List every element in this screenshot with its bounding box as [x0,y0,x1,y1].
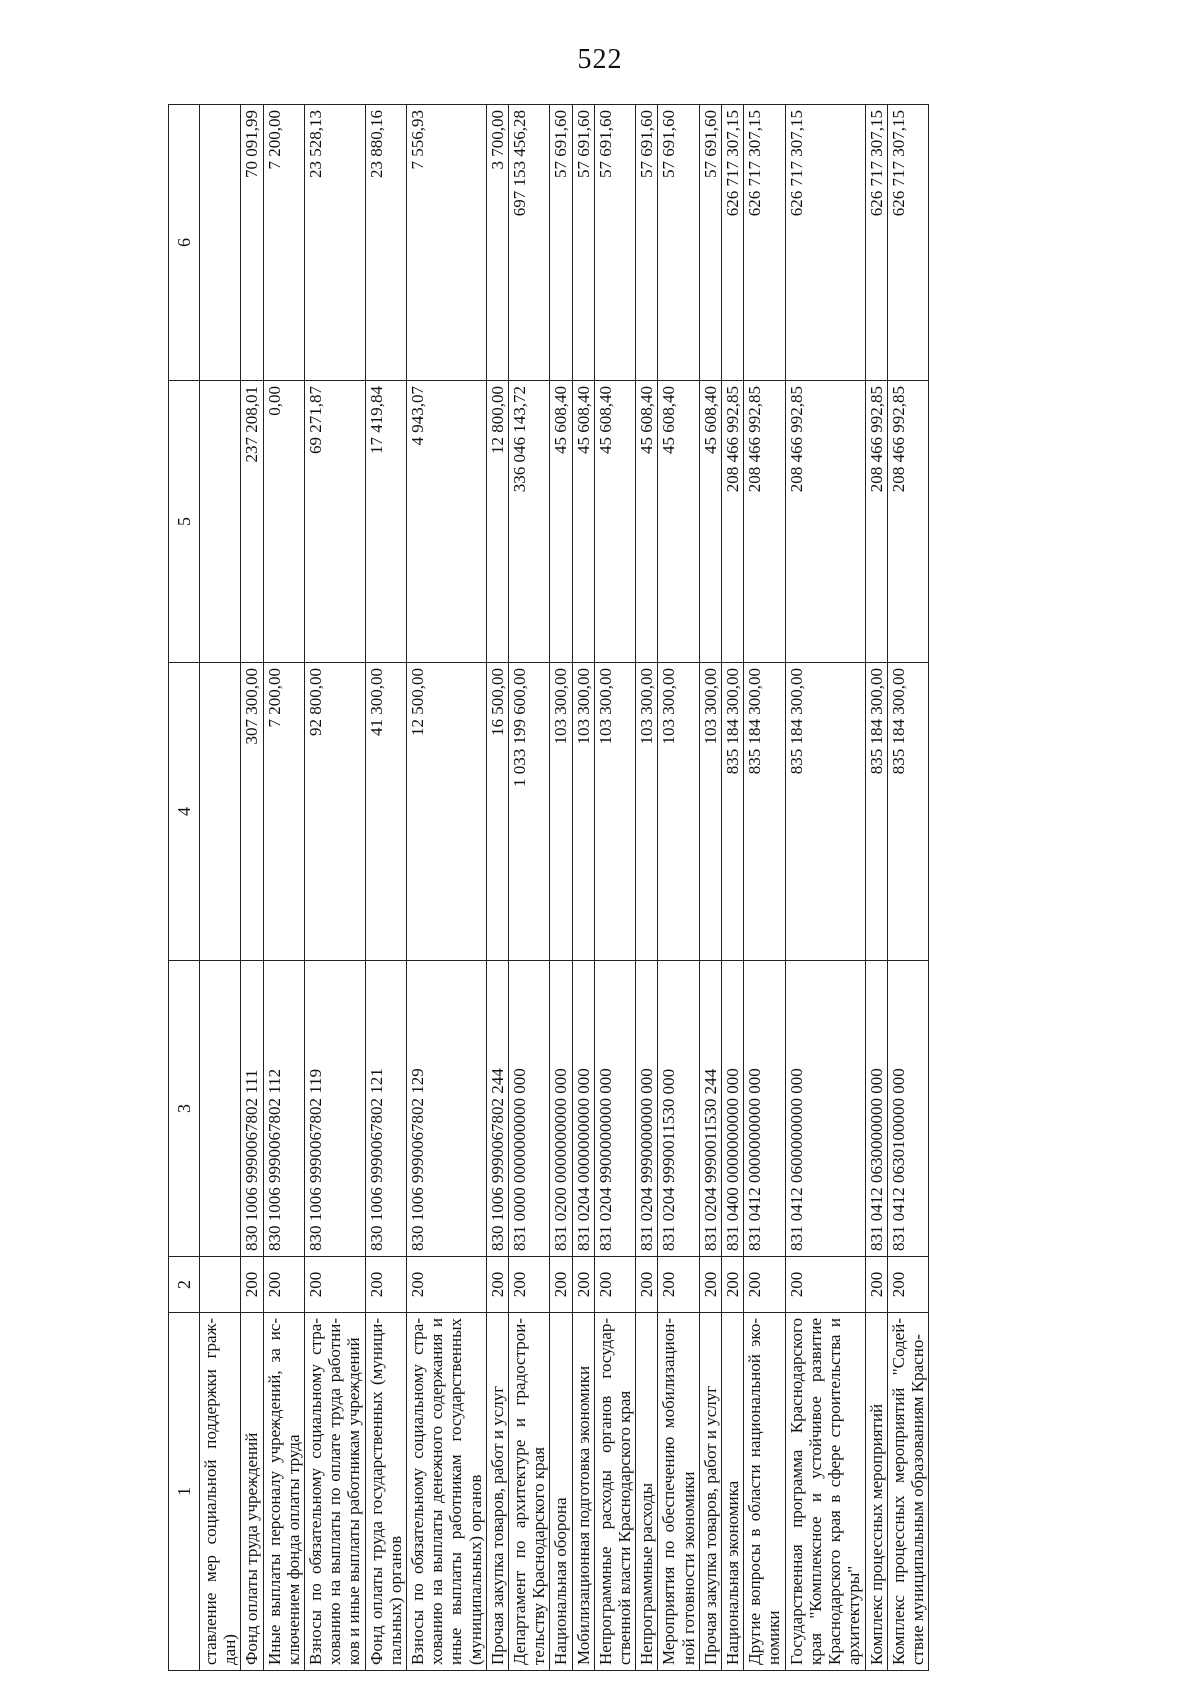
line-code-cell: 200 [572,1257,594,1313]
line-code-cell: 200 [407,1257,487,1313]
column-header: 5 [169,381,200,663]
executed-amount-cell: 0,00 [263,381,304,663]
remaining-amount-cell: 23 880,16 [365,105,406,381]
column-header: 1 [169,1313,200,1671]
table-row [658,105,699,1671]
table-row [263,105,304,1671]
budget-code-cell: 831 0200 0000000000 000 [550,961,572,1257]
budget-code-cell: 830 1006 9990067802 244 [486,961,508,1257]
budget-code-cell: 831 0412 0630100000 000 [887,961,928,1257]
remaining-amount-cell: 70 091,99 [241,105,263,381]
remaining-amount-cell: 626 717 307,15 [865,105,887,381]
approved-amount-cell: 835 184 300,00 [865,663,887,961]
budget-table [168,104,929,1671]
table-row [486,105,508,1671]
executed-amount-cell: 208 466 992,85 [785,381,865,663]
table-row [200,105,241,1671]
line-code-cell: 200 [887,1257,928,1313]
approved-amount-cell: 16 500,00 [486,663,508,961]
table-row [407,105,487,1671]
approved-amount-cell: 103 300,00 [572,663,594,961]
executed-amount-cell: 208 466 992,85 [722,381,744,663]
line-code-cell: 200 [722,1257,744,1313]
line-code-cell: 200 [785,1257,865,1313]
budget-code-cell: 830 1006 9990067802 129 [407,961,487,1257]
rotated-table-area [168,105,1073,1671]
approved-amount-cell [200,663,241,961]
executed-amount-cell: 45 608,40 [594,381,635,663]
row-name-cell: Фонд оплаты труда учреждений [241,1313,263,1671]
table-row [572,105,594,1671]
budget-code-cell: 831 0204 0000000000 000 [572,961,594,1257]
line-code-cell: 200 [486,1257,508,1313]
column-header: 3 [169,961,200,1257]
row-name-cell: Фонд оплаты труда государственных (муници-пальных) органов [365,1313,406,1671]
row-name-cell: Комплекс процессных мероприятий [865,1313,887,1671]
remaining-amount-cell: 626 717 307,15 [744,105,785,381]
page-number: 522 [577,44,623,75]
executed-amount-cell: 17 419,84 [365,381,406,663]
remaining-amount-cell: 7 556,93 [407,105,487,381]
line-code-cell: 200 [509,1257,550,1313]
remaining-amount-cell: 57 691,60 [699,105,721,381]
column-header: 6 [169,105,200,381]
line-code-cell: 200 [241,1257,263,1313]
row-name-cell: Национальная экономика [722,1313,744,1671]
row-name-cell: Взносы по обязательному социальному стра-хованию на выплаты денежного содержания и иные выплаты работникам государственных (муниципальных) органов [407,1313,487,1671]
budget-code-cell: 831 0412 0630000000 000 [865,961,887,1257]
row-name-cell: Национальная оборона [550,1313,572,1671]
approved-amount-cell: 103 300,00 [594,663,635,961]
approved-amount-cell: 103 300,00 [699,663,721,961]
remaining-amount-cell: 626 717 307,15 [722,105,744,381]
remaining-amount-cell: 57 691,60 [572,105,594,381]
row-name-cell: Департамент по архитектуре и градострои-тельству Краснодарского края [509,1313,550,1671]
approved-amount-cell: 7 200,00 [263,663,304,961]
line-code-cell: 200 [594,1257,635,1313]
table-row [509,105,550,1671]
approved-amount-cell: 12 500,00 [407,663,487,961]
remaining-amount-cell: 697 153 456,28 [509,105,550,381]
approved-amount-cell: 103 300,00 [658,663,699,961]
budget-code-cell: 830 1006 9990067802 119 [305,961,366,1257]
line-code-cell: 200 [365,1257,406,1313]
budget-code-cell: 830 1006 9990067802 112 [263,961,304,1257]
table-row [722,105,744,1671]
table-row [594,105,635,1671]
table-row [887,105,928,1671]
line-code-cell: 200 [263,1257,304,1313]
executed-amount-cell: 4 943,07 [407,381,487,663]
executed-amount-cell: 45 608,40 [658,381,699,663]
budget-code-cell: 830 1006 9990067802 121 [365,961,406,1257]
approved-amount-cell: 835 184 300,00 [887,663,928,961]
budget-code-cell: 831 0400 0000000000 000 [722,961,744,1257]
row-name-cell: Непрограммные расходы [636,1313,658,1671]
remaining-amount-cell: 626 717 307,15 [785,105,865,381]
line-code-cell: 200 [658,1257,699,1313]
table-row [865,105,887,1671]
table-row [636,105,658,1671]
line-code-cell: 200 [744,1257,785,1313]
approved-amount-cell: 307 300,00 [241,663,263,961]
executed-amount-cell: 12 800,00 [486,381,508,663]
table-row [744,105,785,1671]
approved-amount-cell: 835 184 300,00 [744,663,785,961]
executed-amount-cell: 45 608,40 [572,381,594,663]
remaining-amount-cell: 23 528,13 [305,105,366,381]
remaining-amount-cell: 626 717 307,15 [887,105,928,381]
row-name-cell: Непрограммные расходы органов государ-ственной власти Краснодарского края [594,1313,635,1671]
row-name-cell: Мобилизационная подготовка экономики [572,1313,594,1671]
approved-amount-cell: 835 184 300,00 [785,663,865,961]
approved-amount-cell: 41 300,00 [365,663,406,961]
budget-code-cell [200,961,241,1257]
row-name-cell: Другие вопросы в области национальной эко-номики [744,1313,785,1671]
executed-amount-cell: 69 271,87 [305,381,366,663]
executed-amount-cell: 45 608,40 [550,381,572,663]
executed-amount-cell: 208 466 992,85 [744,381,785,663]
table-row [785,105,865,1671]
line-code-cell [200,1257,241,1313]
executed-amount-cell: 45 608,40 [636,381,658,663]
budget-code-cell: 831 0204 9900000000 000 [594,961,635,1257]
table-row [305,105,366,1671]
executed-amount-cell: 208 466 992,85 [887,381,928,663]
row-name-cell: Государственная программа Краснодарского края "Комплексное и устойчивое развитие Краснодарского края в сфере строительства и архитектуры" [785,1313,865,1671]
executed-amount-cell: 208 466 992,85 [865,381,887,663]
budget-code-cell: 831 0204 9990011530 244 [699,961,721,1257]
row-name-cell: ставление мер социальной поддержки граж-дан) [200,1313,241,1671]
table-row [699,105,721,1671]
row-name-cell: Комплекс процессных мероприятий "Содей-ствие муниципальным образованиям Красно- [887,1313,928,1671]
budget-code-cell: 831 0204 9990000000 000 [636,961,658,1257]
column-header: 2 [169,1257,200,1313]
table-row [365,105,406,1671]
remaining-amount-cell: 57 691,60 [550,105,572,381]
remaining-amount-cell: 57 691,60 [594,105,635,381]
executed-amount-cell: 336 046 143,72 [509,381,550,663]
remaining-amount-cell: 3 700,00 [486,105,508,381]
row-name-cell: Иные выплаты персоналу учреждений, за ис-ключением фонда оплаты труда [263,1313,304,1671]
column-header: 4 [169,663,200,961]
approved-amount-cell: 835 184 300,00 [722,663,744,961]
remaining-amount-cell: 57 691,60 [636,105,658,381]
line-code-cell: 200 [865,1257,887,1313]
header-row [169,105,200,1671]
line-code-cell: 200 [305,1257,366,1313]
remaining-amount-cell: 57 691,60 [658,105,699,381]
budget-code-cell: 831 0204 9990011530 000 [658,961,699,1257]
row-name-cell: Прочая закупка товаров, работ и услуг [699,1313,721,1671]
line-code-cell: 200 [699,1257,721,1313]
table-row [550,105,572,1671]
remaining-amount-cell [200,105,241,381]
row-name-cell: Взносы по обязательному социальному стра-хованию на выплаты по оплате труда работни-ков и иные выплаты работникам учреждений [305,1313,366,1671]
remaining-amount-cell: 7 200,00 [263,105,304,381]
budget-code-cell: 831 0000 0000000000 000 [509,961,550,1257]
executed-amount-cell [200,381,241,663]
row-name-cell: Мероприятия по обеспечению мобилизацион-ной готовности экономики [658,1313,699,1671]
line-code-cell: 200 [550,1257,572,1313]
table-row [241,105,263,1671]
executed-amount-cell: 45 608,40 [699,381,721,663]
line-code-cell: 200 [636,1257,658,1313]
table-body [200,105,929,1671]
approved-amount-cell: 103 300,00 [550,663,572,961]
executed-amount-cell: 237 208,01 [241,381,263,663]
row-name-cell: Прочая закупка товаров, работ и услуг [486,1313,508,1671]
rotated-table-container [168,105,1073,1671]
budget-code-cell: 831 0412 0000000000 000 [744,961,785,1257]
approved-amount-cell: 103 300,00 [636,663,658,961]
approved-amount-cell: 92 800,00 [305,663,366,961]
approved-amount-cell: 1 033 199 600,00 [509,663,550,961]
budget-code-cell: 831 0412 0600000000 000 [785,961,865,1257]
budget-code-cell: 830 1006 9990067802 111 [241,961,263,1257]
